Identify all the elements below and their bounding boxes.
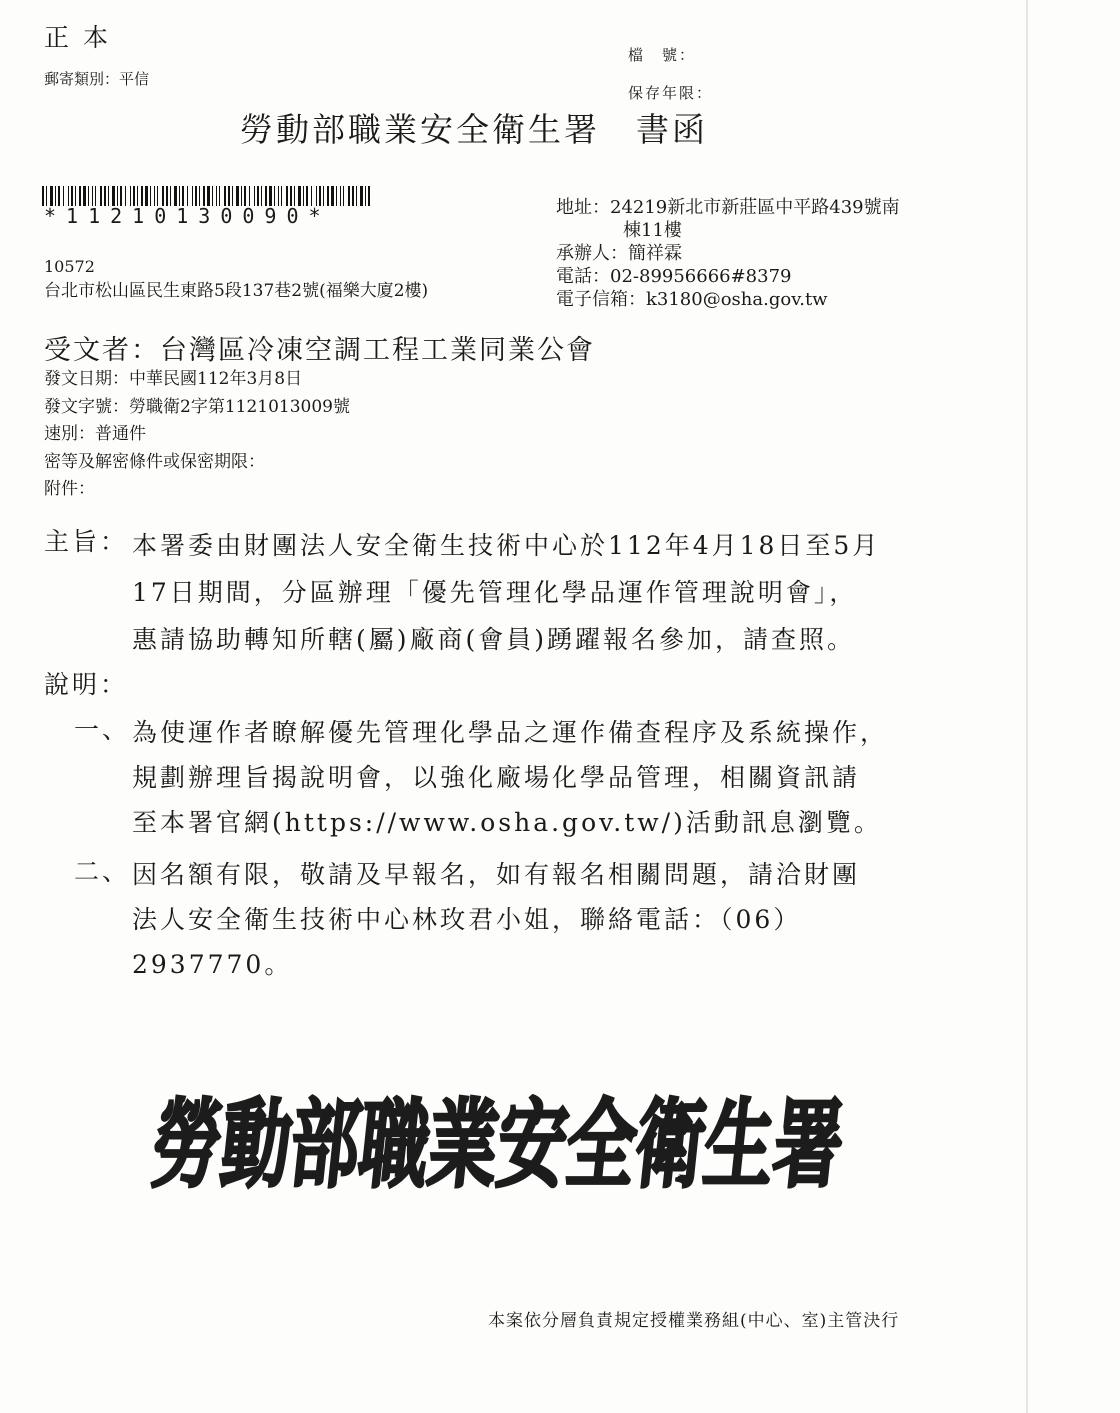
mail-type: 郵寄類別：平信 xyxy=(44,70,150,88)
explanation-label: 說明： xyxy=(44,670,129,699)
subject-label: 主旨： xyxy=(44,527,129,556)
recipient: 受文者：台灣區冷凍空調工程工業同業公會 xyxy=(44,335,595,366)
explanation-line: 因名額有限，敬請及早報名，如有報名相關問題，請洽財團 xyxy=(132,860,861,889)
recipient-address: 台北市松山區民生東路5段137巷2號(福樂大廈2樓) xyxy=(44,281,429,301)
explanation-item-1 xyxy=(132,710,888,845)
explanation-item-2 xyxy=(132,852,860,987)
seal-text: 勞動部職業安全衛生署 xyxy=(147,1088,1119,1201)
authorization-note: 本案依分層負責規定授權業務組(中心、室)主管決行 xyxy=(488,1311,900,1331)
official-seal-signature xyxy=(147,1078,1119,1208)
issuing-organization: 勞動部職業安全衛生署 xyxy=(240,110,600,149)
document-meta xyxy=(44,366,350,504)
subject-line: 惠請協助轉知所轄(屬)廠商(會員)踴躍報名參加，請查照。 xyxy=(132,625,856,654)
scan-edge-divider xyxy=(1026,0,1028,1413)
issue-date: 發文日期：中華民國112年3月8日 xyxy=(44,369,303,389)
retention-period-label: 保存年限： xyxy=(628,84,714,102)
copy-type-label: 正本 xyxy=(44,23,123,52)
explanation-line: 至本署官網(https://www.osha.gov.tw/)活動訊息瀏覽。 xyxy=(132,808,882,837)
document-number: 發文字號：勞職衛2字第1121013009號 xyxy=(44,396,350,417)
subject-line: 17日期間，分區辦理「優先管理化學品運作管理說明會」， xyxy=(132,578,858,607)
sender-address: 地址：24219新北市新莊區中平路439號南 xyxy=(556,197,900,218)
sender-email: 電子信箱：k3180@osha.gov.tw xyxy=(556,289,828,310)
file-number-label: 檔 號： xyxy=(628,46,697,64)
sender-address-cont: 棟11樓 xyxy=(623,220,682,241)
explanation-line: 為使運作者瞭解優先管理化學品之運作備查程序及系統操作， xyxy=(132,718,889,747)
barcode-number: *11210130090* xyxy=(44,204,331,228)
barcode-icon xyxy=(42,186,372,206)
recipient-zip: 10572 xyxy=(44,257,95,276)
attachment: 附件： xyxy=(44,479,95,500)
subject-text xyxy=(132,522,880,663)
sender-info xyxy=(556,196,900,311)
sender-handler: 承辦人：簡祥霖 xyxy=(556,243,682,264)
explanation-item-mark: 二、 xyxy=(74,857,131,886)
secrecy-level: 密等及解密條件或保密期限： xyxy=(44,451,265,472)
document-title xyxy=(240,104,708,151)
explanation-item-mark: 一、 xyxy=(74,715,131,744)
explanation-line: 規劃辦理旨揭說明會，以強化廠場化學品管理，相關資訊請 xyxy=(132,763,861,792)
explanation-line: 法人安全衛生技術中心林玫君小姐，聯絡電話：（06） xyxy=(132,905,802,934)
subject-line: 本署委由財團法人安全衛生技術中心於112年4月18日至5月 xyxy=(132,531,881,560)
delivery-speed: 速別：普通件 xyxy=(44,424,146,445)
sender-phone: 電話：02-89956666#8379 xyxy=(556,266,792,287)
document-type: 書函 xyxy=(636,110,708,149)
explanation-line: 2937770。 xyxy=(132,950,293,979)
